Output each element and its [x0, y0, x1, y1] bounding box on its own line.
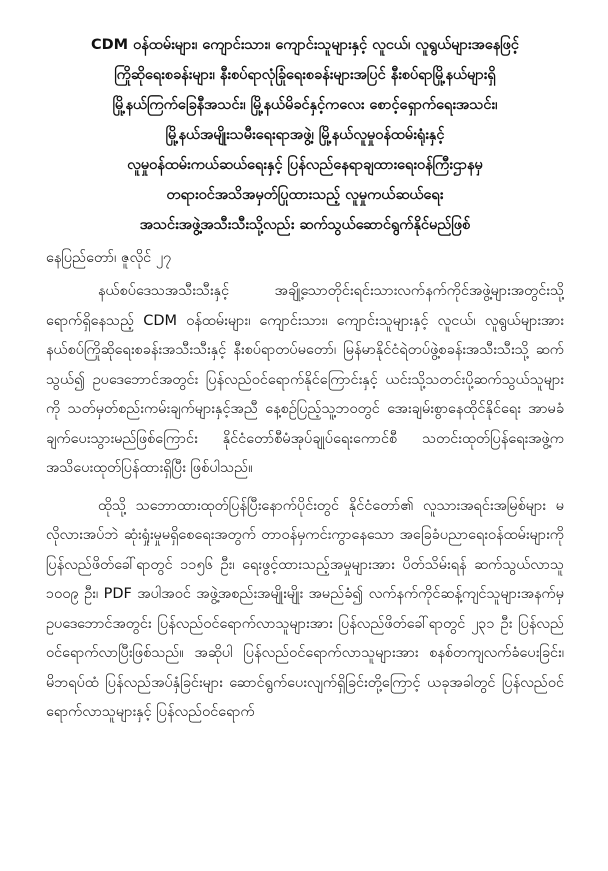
headline-line: အသင်းအဖွဲ့အသီးသီးသို့လည်း ဆက်သွယ်ဆောင်ရွက်နိုင်မည်ဖြစ် — [139, 217, 471, 233]
headline-line: မြို့နယ်ကြက်ခြေနီအသင်း၊ မြို့နယ်မိခင်နှင့်ကလေး စောင့်ရှောက်ရေးအသင်း၊ — [112, 97, 498, 113]
headline-line: လူမှုဝန်ထမ်းကယ်ဆယ်ရေးနှင့် ပြန်လည်နေရာချထားရေးဝန်ကြီးဌာနမှ — [127, 157, 483, 173]
body-paragraph: နယ်စပ်ဒေသအသီးသီးနှင့် အချို့သောတိုင်းရင်းသားလက်နက်ကိုင်အဖွဲ့များအတွင်းသို့ ရောက်ရှိနေသည့် CDM ဝန်ထမ်းများ၊ ကျောင်းသား၊ ကျောင်းသူများနှင့် လူငယ်၊ လူရွယ်များအား နယ်စပ်ကြိုဆိုရေးစခန်းအသီးသီးနှင့် နီးစပ်ရာတပ်မတော်၊ မြန်မာနိုင်ငံရဲတပ်ဖွဲ့စခန်းအသီးသီးသို့ ဆက်သွယ်၍ ဥပဒေဘောင်အတွင်း ပြန်လည်ဝင်ရောက်နိုင်ကြောင်းနှင့် ယင်းသို့သတင်းပို့ဆက်သွယ်သူများကို သတ်မှတ်စည်းကမ်းချက်များနှင့်အညီ နေ့စဉ်ပြည့်သူ့ဘဝတွင် အေးချမ်းစွာနေထိုင်နိုင်ရေး အာမခံချက်ပေးသွားမည်ဖြစ်ကြောင်း နိုင်ငံတော်စီမံအုပ်ချုပ်ရေးကောင်စီ သတင်းထုတ်ပြန်ရေးအဖွဲ့က အသိပေးထုတ်ပြန်ထားရှိပြီး ဖြစ်ပါသည်။ — [46, 283, 564, 476]
headline-line: ကြိုဆိုရေးစခန်းများ၊ နီးစပ်ရာလုံခြုံရေးစခန်းများအပြင် နီးစပ်ရာမြို့နယ်များရှိ — [114, 67, 496, 83]
headline-line: CDM ဝန်ထမ်းများ၊ ကျောင်းသား၊ ကျောင်းသူများနှင့် လူငယ်၊ လူရွယ်များအနေဖြင့် — [91, 37, 519, 53]
headline-line: တရားဝင်အသိအမှတ်ပြုထားသည့် လူမှုကယ်ဆယ်ရေး — [166, 187, 444, 203]
headline-line: မြို့နယ်အမျိုးသမီးရေးရာအဖွဲ့၊ မြို့နယ်လူမှုဝန်ထမ်းရုံးနှင့် — [165, 127, 445, 143]
headline — [46, 30, 564, 240]
dateline: နေပြည်တော်၊ ဇူလိုင် ၂၇ — [46, 250, 172, 266]
body-paragraph: ထိုသို့ သဘောထားထုတ်ပြန်ပြီးနောက်ပိုင်းတွင် နိုင်ငံတော်၏ လူသားအရင်းအမြစ်များ မလိုလားအပ်ဘဲ ဆုံးရှုံးမှုမရှိစေရေးအတွက် တာဝန်မှကင်းကွာနေသော အခြေခံပညာရေးဝန်ထမ်းများကို ပြန်လည်ဖိတ်ခေါ်ရာတွင် ၁၁၅၆ ဦး၊ ရေးဖွင့်ထားသည့်အမှုများအား ပိတ်သိမ်းရန် ဆက်သွယ်လာသူ ၁၀၀၉ ဦး၊ PDF အပါအဝင် အဖွဲ့အစည်းအမျိုးမျိုး အမည်ခံ၍ လက်နက်ကိုင်ဆန့်ကျင်သူများအနက်မှ ဥပဒေဘောင်အတွင်း ပြန်လည်ဝင်ရောက်လာသူများအား ပြန်လည်ဖိတ်ခေါ်ရာတွင် ၂၃၁ ဦး ပြန်လည်ဝင်ရောက်လာပြီးဖြစ်သည်။ အဆိုပါ ပြန်လည်ဝင်ရောက်လာသူများအား စနစ်တကျလက်ခံပေးခြင်း၊ မိဘရပ်ထံ ပြန်လည်အပ်နှံခြင်းများ ဆောင်ရွက်ပေးလျက်ရှိခြင်းတို့ကြောင့် ယခုအခါတွင် ပြန်လည်ဝင်ရောက်လာသူများနှင့် ပြန်လည်ဝင်ရောက် — [46, 497, 564, 720]
